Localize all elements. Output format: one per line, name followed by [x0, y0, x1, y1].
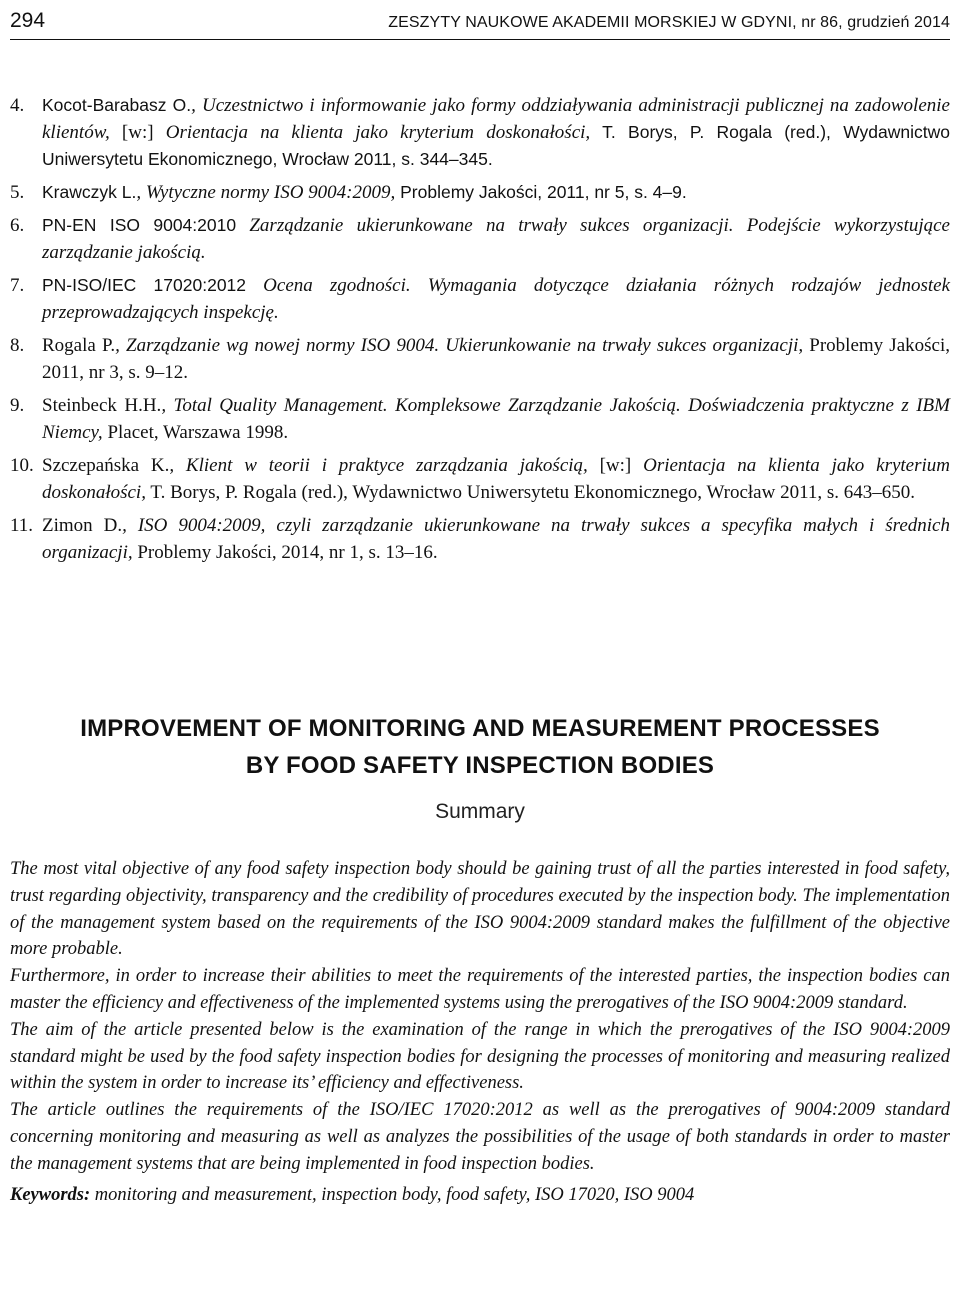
reference-title: , Uczestnictwo i informowanie jako formy oddziaływania administracji publicznej na zadowolenie klientów, [42, 95, 950, 143]
keywords [10, 1182, 950, 1208]
reference-number: 7. [10, 275, 25, 296]
journal-running-title: ZESZYTY NAUKOWE AKADEMII MORSKIEJ W GDYNI, nr 86, grudzień 2014 [388, 14, 950, 31]
reference-title: , ISO 9004:2009, czyli zarządzanie ukierunkowane na trwały sukces a specyfika małych i średnich organizacji, [42, 515, 950, 563]
reference-list [10, 92, 950, 572]
reference-title: Zarządzanie ukierunkowane na trwały sukces organizacji. Podejście wykorzystujące zarządzanie jakością. [42, 215, 950, 263]
english-title [10, 710, 950, 784]
keywords-text: monitoring and measurement, inspection body, food safety, ISO 17020, ISO 9004 [90, 1184, 695, 1205]
reference-item [10, 92, 950, 173]
reference-details: Problemy Jakości, 2011, nr 5, s. 4–9. [395, 182, 687, 202]
reference-author: Rogala P. [42, 335, 116, 356]
reference-book: Orientacja na klienta jako kryterium doskonałości, [165, 122, 591, 143]
page-number: 294 [10, 9, 46, 32]
reference-number: 6. [10, 215, 25, 236]
reference-title: , Klient w teorii i praktyce zarządzania jakością, [169, 455, 600, 476]
reference-item [10, 392, 950, 446]
abstract-paragraph: The most vital objective of any food safety inspection body should be gaining trust of all the parties interested in food safety, trust regarding objectivity, transparency and the credibility of procedures executed by the inspection body. The implementation of the management system based on the requirements of the ISO 9004:2009 standard makes the fulfillment of the objective more probable. [10, 859, 950, 960]
reference-book: Orientacja na klienta jako kryterium doskonałości, [42, 455, 950, 503]
summary-heading: Summary [435, 800, 525, 823]
reference-number: 5. [10, 182, 25, 203]
abstract [10, 856, 950, 1208]
reference-item [10, 452, 950, 506]
reference-details: T. Borys, P. Rogala (red.), Wydawnictwo Uniwersytetu Ekonomicznego, Wrocław 2011, s. 643–650. [145, 482, 916, 503]
keywords-label: Keywords: [10, 1184, 91, 1205]
reference-number: 8. [10, 335, 25, 356]
reference-number: 10. [10, 455, 34, 476]
abstract-paragraph: The aim of the article presented below is the examination of the range in which the prerogatives of the ISO 9004:2009 standard might be used by the food safety inspection bodies for designing the processes of monitoring and measuring realized within the system in order to increase its’ efficiency and effectiveness. [10, 1019, 950, 1094]
reference-details: Placet, Warszawa 1998. [102, 422, 289, 443]
reference-item [10, 272, 950, 326]
reference-details: Problemy Jakości, 2011, nr 3, s. 9–12. [42, 335, 950, 383]
page-header [10, 0, 950, 40]
reference-number: 4. [10, 95, 25, 116]
english-title-line: IMPROVEMENT OF MONITORING AND MEASUREMENT PROCESSES [80, 715, 880, 742]
reference-title: , Total Quality Management. Kompleksowe Zarządzanie Jakością. Doświadczenia praktyczne z IBM Niemcy, [42, 395, 950, 443]
reference-item [10, 332, 950, 386]
english-title-block [10, 710, 950, 824]
reference-author: PN-EN ISO 9004:2010 [42, 215, 237, 235]
reference-title: , Wytyczne normy ISO 9004:2009, [136, 182, 396, 203]
reference-number: 11. [10, 515, 34, 536]
abstract-paragraph: The article outlines the requirements of the ISO/IEC 17020:2012 as well as the prerogatives of 9004:2009 standard concerning monitoring and measuring as well as analyzes the possibilities of the usage of both standards in order to master the management systems that are being implemented in food inspection bodies. [10, 1100, 950, 1174]
abstract-paragraph: Furthermore, in order to increase their abilities to meet the requirements of the interested parties, the inspection bodies can master the efficiency and effectiveness of the implemented systems using the prerogatives of the ISO 9004:2009 standard. [10, 966, 950, 1013]
reference-author: Zimon D. [42, 515, 123, 536]
reference-author: PN-ISO/IEC 17020:2012 [42, 275, 247, 295]
reference-in: [w:] [121, 122, 166, 143]
reference-details: T. Borys, P. Rogala (red.), Wydawnictwo Uniwersytetu Ekonomicznego, Wrocław 2011, s. 344–345. [42, 122, 951, 169]
reference-item [10, 179, 950, 206]
reference-author: Kocot-Barabasz O. [42, 95, 192, 115]
reference-item [10, 212, 950, 266]
reference-number: 9. [10, 395, 25, 416]
reference-author: Krawczyk L. [42, 182, 137, 202]
reference-title: Ocena zgodności. Wymagania dotyczące działania różnych rodzajów jednostek przeprowadzających inspekcję. [42, 275, 951, 323]
reference-author: Szczepańska K. [42, 455, 170, 476]
reference-author: Steinbeck H.H. [42, 395, 162, 416]
reference-details: Problemy Jakości, 2014, nr 1, s. 13–16. [132, 542, 438, 563]
reference-in: [w:] [599, 455, 644, 476]
reference-item [10, 512, 950, 566]
reference-title: , Zarządzanie wg nowej normy ISO 9004. Ukierunkowanie na trwały sukces organizacji, [115, 335, 804, 356]
english-title-line: BY FOOD SAFETY INSPECTION BODIES [245, 752, 715, 779]
